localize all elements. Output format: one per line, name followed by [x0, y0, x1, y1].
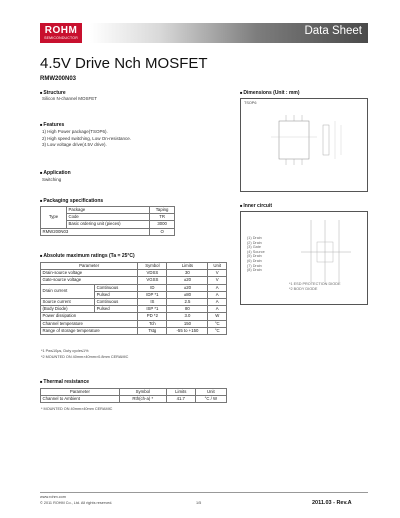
unit-cell: A — [208, 298, 227, 305]
param-cell: Source current — [41, 298, 95, 305]
sub-cell: Pulsed — [95, 306, 138, 313]
limit-cell: 80 — [167, 306, 208, 313]
thermal-col-symbol: Symbol — [119, 389, 166, 396]
limit-cell: 3.0 — [167, 313, 208, 320]
inner-circuit-drawing — [240, 211, 368, 305]
pin-label: (5) Drain — [247, 254, 262, 259]
circuit-note: *2 BODY DIODE — [289, 286, 318, 291]
structure-text: Silicon N-channel MOSFET — [42, 96, 98, 101]
symbol-cell: Rth(ch-a) * — [119, 396, 166, 403]
symbol-cell: Tstg — [138, 327, 167, 334]
table-row — [41, 306, 227, 313]
thermal-col-limits: Limits — [166, 389, 195, 396]
features-list — [42, 129, 131, 149]
ratings-note-2: *2 MOUNTED ON 40mm×40mm×0.8mm CERAMIC — [41, 355, 129, 359]
symbol-cell: ID — [138, 284, 167, 291]
unit-cell: A — [208, 291, 227, 298]
limit-cell: 41.7 — [166, 396, 195, 403]
ratings-heading: ■ Absolute maximum ratings (Ta = 25°C) — [40, 253, 135, 259]
ratings-col-parameter: Parameter — [41, 263, 138, 270]
symbol-cell: ISP *1 — [138, 306, 167, 313]
pin-label: (4) Source — [247, 249, 265, 254]
feature-item: 3) Low voltage drive(4.5V drive). — [42, 142, 107, 147]
table-row — [41, 327, 227, 334]
thermal-col-unit: Unit — [195, 389, 226, 396]
packaging-heading: ■ Packaging specifications — [40, 198, 103, 204]
unit-cell: A — [208, 306, 227, 313]
footer-revision: 2011.03 - Rev.A — [312, 500, 352, 506]
thermal-heading: ■ Thermal resistance — [40, 379, 89, 385]
basic-ordering-value: 3000 — [150, 221, 175, 228]
feature-item: 2) High speed switching, Low On-resistance. — [42, 135, 132, 141]
footer-website: www.rohm.com — [40, 495, 66, 499]
unit-cell: W — [208, 313, 227, 320]
thermal-note: * MOUNTED ON 40mm×40mm CERAMIC — [41, 407, 113, 411]
package-outline-drawing — [241, 99, 367, 191]
ratings-note-1: *1 Pw≤10μs, Duty cycle≤1% — [41, 349, 89, 353]
param-cell: Channel to Ambient — [41, 396, 120, 403]
table-row — [41, 277, 227, 284]
thermal-table — [40, 388, 227, 403]
symbol-cell: VDSS — [138, 270, 167, 277]
sub-cell: Continuous — [95, 298, 138, 305]
param-cell: Power dissipation — [41, 313, 138, 320]
type-label: Type — [41, 207, 67, 229]
limit-cell: ±80 — [167, 291, 208, 298]
param-cell: Drain-source voltage — [41, 270, 138, 277]
symbol-cell: IS — [138, 298, 167, 305]
limit-cell: 150 — [167, 320, 208, 327]
basic-ordering-label: Basic ordering unit (pieces) — [67, 221, 150, 228]
pin-label: (6) Drain — [247, 258, 262, 263]
unit-cell: °C — [208, 320, 227, 327]
pin-label: (7) Drain — [247, 263, 262, 268]
sub-cell: Pulsed — [95, 291, 138, 298]
logo-text: ROHM — [44, 25, 78, 36]
limit-cell: -55 to +150 — [167, 327, 208, 334]
table-row — [41, 320, 227, 327]
pin-list — [247, 236, 265, 273]
unit-cell: V — [208, 277, 227, 284]
limit-cell: ±20 — [167, 277, 208, 284]
circuit-notes — [289, 282, 340, 291]
symbol-cell: PD *2 — [138, 313, 167, 320]
thermal-col-parameter: Parameter — [41, 389, 120, 396]
dimensions-heading: ■ Dimensions (Unit : mm) — [240, 90, 300, 96]
features-heading: ■ Features — [40, 122, 64, 128]
feature-item: 1) High Power package(TSOP6). — [42, 129, 108, 134]
inner-circuit-heading: ■ Inner circuit — [240, 203, 272, 209]
part-number: RMW200N03 — [40, 76, 77, 82]
taping-header: Taping — [150, 207, 175, 214]
unit-cell: °C / W — [195, 396, 226, 403]
limit-cell: 2.5 — [167, 298, 208, 305]
packaging-part-value: O — [150, 228, 175, 235]
table-row — [41, 284, 227, 291]
pin-label: (1) Drain — [247, 236, 262, 240]
pin-label: (3) Gate — [247, 245, 261, 250]
param-cell: Drain current — [41, 284, 95, 298]
ratings-col-limits: Limits — [167, 263, 208, 270]
application-heading: ■ Application — [40, 170, 71, 176]
code-label: Code — [67, 214, 150, 221]
dimensions-drawing — [240, 98, 368, 192]
product-title: 4.5V Drive Nch MOSFET — [40, 55, 208, 72]
package-name: TSOP6 — [244, 101, 257, 105]
ratings-col-symbol: Symbol — [138, 263, 167, 270]
structure-heading: ■ Structure — [40, 90, 66, 96]
rohm-logo — [40, 23, 82, 43]
table-row — [41, 298, 227, 305]
document-type-label: Data Sheet — [304, 25, 362, 37]
param-cell: Channel temperature — [41, 320, 138, 327]
limit-cell: ±20 — [167, 284, 208, 291]
footer-divider — [40, 492, 368, 493]
table-row — [41, 396, 227, 403]
param-cell: Gate-source voltage — [41, 277, 138, 284]
ratings-table — [40, 262, 227, 335]
table-row — [41, 313, 227, 320]
code-value: TR — [150, 214, 175, 221]
sub-cell: Continuous — [95, 284, 138, 291]
packaging-table — [40, 206, 175, 236]
package-header: Package — [67, 207, 150, 214]
unit-cell: V — [208, 270, 227, 277]
circuit-note: *1 ESD PROTECTION DIODE — [289, 282, 341, 286]
symbol-cell: IDP *1 — [138, 291, 167, 298]
param-cell: Range of storage temperature — [41, 327, 138, 334]
param-cell: (Body Diode) — [41, 306, 95, 313]
unit-cell: A — [208, 284, 227, 291]
logo-subtext: SEMICONDUCTOR — [44, 36, 78, 40]
application-text: Switching — [42, 177, 62, 182]
unit-cell: °C — [208, 327, 227, 334]
symbol-cell: Tch — [138, 320, 167, 327]
pin-label: (8) Drain — [247, 268, 262, 273]
limit-cell: 30 — [167, 270, 208, 277]
table-row — [41, 270, 227, 277]
footer-copyright: © 2011 ROHM Co., Ltd. All rights reserved. — [40, 501, 113, 505]
symbol-cell: VGSS — [138, 277, 167, 284]
ratings-col-unit: Unit — [208, 263, 227, 270]
pin-label: (2) Drain — [247, 240, 262, 245]
packaging-part: RMW200N03 — [41, 228, 150, 235]
footer-page-number: 1/5 — [196, 501, 202, 505]
